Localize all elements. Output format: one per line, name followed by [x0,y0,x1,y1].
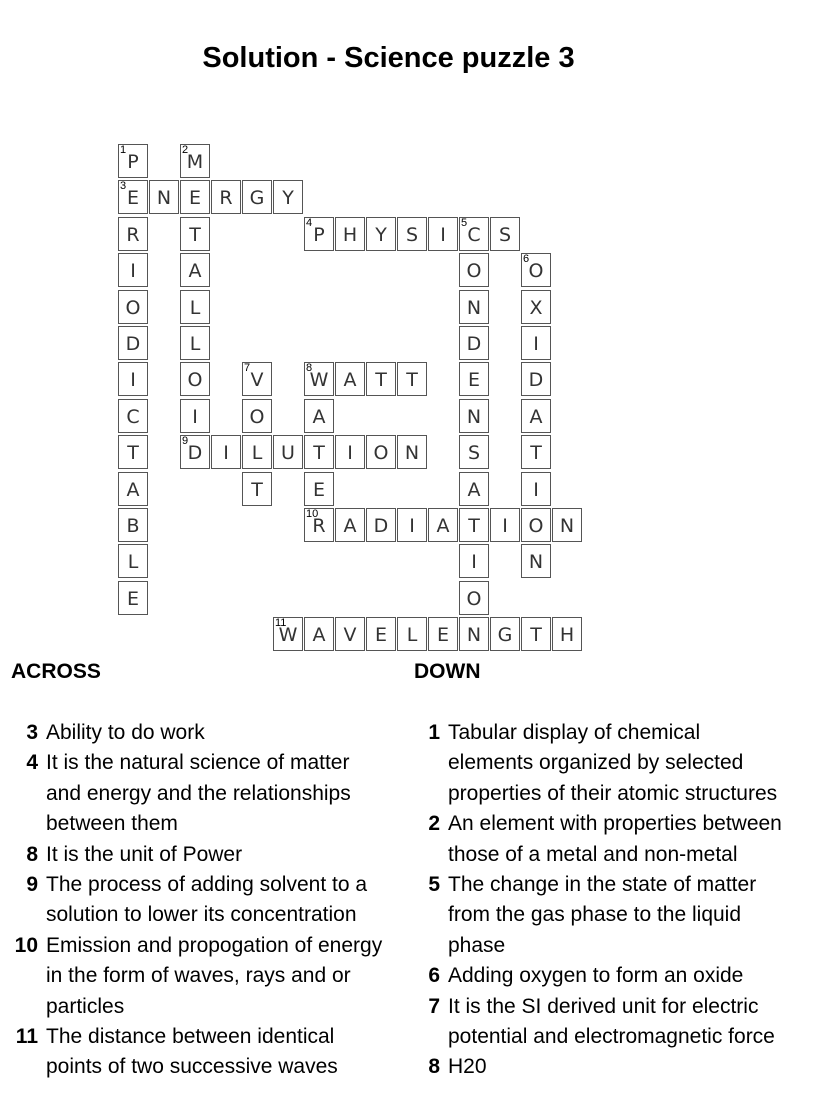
grid-cell [304,217,334,251]
grid-cell [397,362,427,396]
clue-text: An element with properties between those of a metal and non-metal [448,812,782,866]
cell-letter: E [188,187,201,210]
grid-cell [521,617,551,651]
clue-number: 3 [120,180,127,193]
across-clue [4,748,404,839]
grid-cell [118,180,148,214]
across-clue [4,931,404,1022]
grid-cell [242,472,272,506]
down-clue [406,870,811,961]
cell-letter: T [375,369,387,392]
cell-letter: E [374,624,387,647]
clue-text: Tabular display of chemical elements organized by selected properties of their atomic structures [448,721,778,805]
grid-cell [459,581,489,615]
cell-letter: O [373,442,389,465]
cell-letter: V [343,624,357,647]
cell-letter: A [188,260,202,283]
grid-cell [304,399,334,433]
down-clue-list [406,718,811,1083]
cell-letter: I [192,405,198,428]
cell-letter: D [373,515,389,537]
grid-cell [335,217,365,251]
down-heading: DOWN [414,660,481,683]
cell-letter: R [126,223,140,246]
cell-letter: S [467,442,481,465]
grid-cell [521,362,551,396]
cell-letter: H [559,624,575,647]
cell-letter: T [468,515,480,537]
cell-letter: E [126,587,139,610]
across-clue [4,840,404,870]
cell-letter: E [312,478,325,501]
cell-letter: G [249,187,265,210]
cell-letter: L [189,333,201,355]
cell-letter: P [313,223,325,246]
cell-letter: L [406,624,418,647]
grid-cell [118,435,148,469]
cell-letter: I [130,369,136,392]
grid-cell [521,253,551,287]
cell-letter: O [466,587,482,610]
clue-number: 2 [428,812,440,836]
grid-cell [490,508,520,542]
cell-letter: N [404,442,420,465]
cell-letter: N [559,515,575,537]
page-title: Solution - Science puzzle 3 [202,42,575,74]
clue-number: 10 [14,933,38,957]
grid-cell [521,472,551,506]
cell-letter: D [528,369,544,392]
cell-letter: A [126,478,140,501]
grid-cell [180,180,210,214]
grid-cell [397,217,427,251]
grid-cell [366,508,396,542]
grid-cell [149,180,179,214]
clue-number: 1 [120,144,127,156]
grid-cell [459,544,489,578]
cell-letter: R [219,187,233,210]
cell-letter: A [529,405,543,428]
grid-cell [397,435,427,469]
grid-cell [490,617,520,651]
grid-cell [118,362,148,396]
clue-number: 9 [26,873,38,897]
cell-letter: X [529,296,543,319]
cell-letter: T [251,478,263,501]
cell-letter: I [502,515,508,537]
clue-text: It is the SI derived unit for electric potential and electromagnetic force [448,994,775,1049]
clue-number: 7 [244,362,251,375]
cell-letter: A [312,405,326,428]
cell-letter: I [533,333,539,355]
grid-cell [180,399,210,433]
clue-number: 4 [306,216,313,229]
cell-letter: T [530,442,542,465]
grid-cell [273,435,303,469]
grid-cell [211,180,241,214]
grid-cell [521,290,551,324]
clue-text: It is the unit of Power [46,842,243,866]
clue-number: 4 [26,751,38,775]
clue-number: 8 [306,362,313,375]
down-clue [406,809,811,870]
grid-cell [459,253,489,287]
cell-letter: T [127,442,139,465]
cell-letter: W [309,369,329,392]
grid-cell [459,290,489,324]
down-clue [406,1052,811,1082]
cell-letter: U [281,442,295,465]
grid-cell [180,362,210,396]
grid-cell [118,217,148,251]
grid-cell [335,435,365,469]
cell-letter: D [125,333,141,355]
grid-cell [397,617,427,651]
cell-letter: Y [282,187,294,210]
down-clue [406,718,811,809]
cell-letter: N [156,187,172,210]
grid-cell [180,217,210,251]
grid-cell [335,508,365,542]
grid-cell [273,180,303,214]
cell-letter: V [250,369,264,392]
cell-letter: S [498,223,512,246]
grid-cell [118,326,148,360]
clue-text: Adding oxygen to form an oxide [448,964,744,988]
clue-number: 6 [523,253,530,266]
grid-cell [428,617,458,651]
cell-letter: A [312,624,326,647]
cell-letter: T [313,442,325,465]
grid-cell [118,144,148,178]
grid-cell [459,362,489,396]
grid-cell [335,617,365,651]
grid-cell [304,472,334,506]
clue-number: 5 [428,873,440,897]
grid-cell [459,326,489,360]
cell-letter: P [127,151,139,173]
grid-cell [428,508,458,542]
cell-letter: N [466,405,482,428]
cell-letter: W [278,624,298,647]
across-clue [4,718,404,748]
cell-letter: L [251,442,263,465]
cell-letter: A [467,478,481,501]
grid-cell [304,617,334,651]
cell-letter: I [471,551,477,574]
cell-letter: I [130,260,136,283]
down-clue [406,961,811,991]
cell-letter: O [249,405,265,428]
clue-text: The change in the state of matter from the gas phase to the liquid phase [448,873,757,957]
grid-cell [490,217,520,251]
clue-number: 11 [275,617,287,630]
clue-text: Ability to do work [46,721,205,744]
grid-cell [521,544,551,578]
clue-number: 7 [428,994,440,1018]
grid-cell [304,362,334,396]
cell-letter: N [528,551,544,574]
grid-cell [118,290,148,324]
grid-cell [180,253,210,287]
grid-cell [459,617,489,651]
cell-letter: Y [375,223,387,246]
cell-letter: N [466,296,482,319]
cell-letter: G [497,624,513,647]
grid-cell [304,435,334,469]
grid-cell [118,253,148,287]
grid-cell [366,362,396,396]
clue-number: 8 [428,1055,440,1079]
clue-number: 10 [306,508,319,520]
cell-letter: O [528,515,544,537]
grid-cell [366,217,396,251]
grid-cell [304,508,334,542]
clue-number: 6 [428,964,440,988]
cell-letter: I [409,515,415,537]
grid-cell [428,217,458,251]
clue-text: It is the natural science of matter and energy and the relationships between them [46,751,351,836]
cell-letter: O [466,260,482,283]
grid-cell [552,508,582,542]
grid-cell [397,508,427,542]
cell-letter: A [343,515,357,537]
grid-cell [180,326,210,360]
cell-letter: E [126,187,139,210]
cell-letter: I [533,478,539,501]
across-clue [4,870,404,931]
cell-letter: I [347,442,353,465]
grid-cell [180,290,210,324]
cell-letter: T [406,369,418,392]
cell-letter: D [187,442,203,465]
grid-cell [459,399,489,433]
across-clue [4,1022,404,1083]
cell-letter: N [466,624,482,647]
grid-cell [180,144,210,178]
grid-cell [521,435,551,469]
cell-letter: O [125,296,141,319]
grid-cell [459,217,489,251]
cell-letter: L [189,296,201,319]
cell-letter: O [187,369,203,392]
cell-letter: T [189,223,201,246]
cell-letter: A [436,515,450,537]
grid-cell [335,362,365,396]
cell-letter: E [467,369,480,392]
cell-letter: L [127,551,139,574]
across-heading: ACROSS [11,660,101,683]
grid-cell [459,472,489,506]
clue-number: 1 [428,721,440,744]
grid-cell [180,435,210,469]
grid-cell [273,617,303,651]
grid-cell [366,617,396,651]
grid-cell [211,435,241,469]
grid-cell [242,180,272,214]
cell-letter: A [343,369,357,392]
grid-cell [521,399,551,433]
clue-number: 5 [461,216,468,229]
cell-letter: C [467,223,481,246]
grid-cell [242,362,272,396]
cell-letter: R [312,515,326,537]
grid-cell [242,435,272,469]
clue-number: 9 [182,435,189,448]
cell-letter: H [342,223,358,246]
clue-text: The distance between identical points of two successive waves [46,1025,338,1079]
clue-text: H20 [448,1055,487,1079]
clue-text: The process of adding solvent to a solution to lower its concentration [46,873,368,927]
cell-letter: I [440,223,446,246]
grid-cell [459,435,489,469]
cell-letter: O [528,260,544,283]
cell-letter: E [436,624,449,647]
cell-letter: B [126,515,140,537]
grid-cell [118,399,148,433]
clue-number: 8 [26,842,38,866]
cell-letter: C [126,405,140,428]
clue-number: 11 [15,1025,38,1049]
down-clue [406,992,811,1053]
grid-cell [521,326,551,360]
grid-cell [366,435,396,469]
grid-cell [118,581,148,615]
clue-text: Emission and propogation of energy in the form of waves, rays and or particles [46,933,383,1018]
grid-cell [118,508,148,542]
clue-number: 3 [26,721,38,744]
cell-letter: I [223,442,229,465]
clue-number: 2 [182,144,189,156]
grid-cell [118,472,148,506]
grid-cell [459,508,489,542]
cell-letter: D [466,333,482,355]
grid-cell [118,544,148,578]
grid-cell [552,617,582,651]
cell-letter: T [530,624,542,647]
grid-cell [242,399,272,433]
across-clue-list [4,718,404,1083]
cell-letter: S [405,223,419,246]
grid-cell [521,508,551,542]
cell-letter: M [186,151,204,173]
